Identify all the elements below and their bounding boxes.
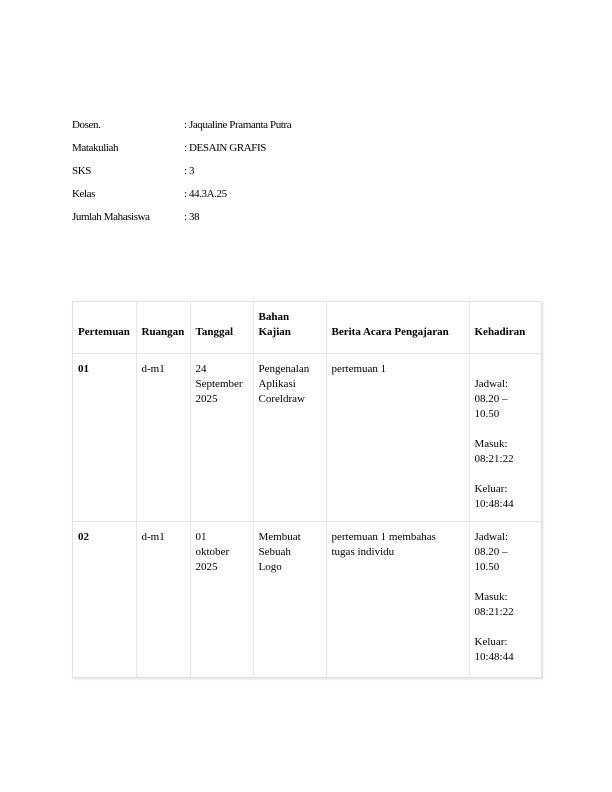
tanggal-line: September bbox=[195, 378, 243, 390]
jadwal-time: 10.50 bbox=[474, 561, 500, 573]
masuk-label: Masuk: bbox=[474, 591, 508, 603]
jadwal-time: 08.20 – bbox=[474, 393, 508, 405]
cell-tanggal bbox=[190, 354, 253, 522]
berita-line: tugas individu bbox=[331, 546, 395, 558]
header-tanggal: Tanggal bbox=[190, 302, 253, 354]
sks-value: : 3 bbox=[184, 165, 195, 177]
matakuliah-label: Matakuliah bbox=[72, 142, 119, 154]
header-kehadiran: Kehadiran bbox=[469, 302, 541, 354]
masuk-time: 08:21:22 bbox=[474, 606, 514, 618]
cell-bahan-kajian bbox=[253, 522, 326, 678]
keluar-time: 10:48:44 bbox=[474, 651, 514, 663]
cell-ruangan: d-m1 bbox=[136, 522, 190, 678]
jadwal-label: Jadwal: bbox=[474, 531, 509, 543]
masuk-time: 08:21:22 bbox=[474, 453, 514, 465]
berita-line: pertemuan 1 bbox=[331, 363, 387, 375]
bahan-line: Sebuah bbox=[258, 546, 291, 558]
table-row bbox=[73, 522, 541, 678]
header-pertemuan: Pertemuan bbox=[73, 302, 136, 354]
berita-line: pertemuan 1 membahas bbox=[331, 531, 436, 543]
keluar-label: Keluar: bbox=[474, 483, 508, 495]
header-ruangan: Ruangan bbox=[136, 302, 190, 354]
attendance-table bbox=[73, 302, 541, 677]
sks-label: SKS bbox=[72, 165, 91, 177]
matakuliah-value: : DESAIN GRAFIS bbox=[184, 142, 267, 154]
cell-tanggal bbox=[190, 522, 253, 678]
header-berita-acara: Berita Acara Pengajaran bbox=[326, 302, 469, 354]
cell-berita-acara bbox=[326, 522, 469, 678]
keluar-label: Keluar: bbox=[474, 636, 508, 648]
tanggal-line: 24 bbox=[195, 363, 207, 375]
cell-pertemuan: 01 bbox=[73, 354, 136, 522]
table-header-row bbox=[73, 302, 541, 354]
bahan-line: Coreldraw bbox=[258, 393, 305, 405]
masuk-label: Masuk: bbox=[474, 438, 508, 450]
tanggal-line: 01 bbox=[195, 531, 207, 543]
bahan-line: Membuat bbox=[258, 531, 301, 543]
cell-berita-acara bbox=[326, 354, 469, 522]
tanggal-line: 2025 bbox=[195, 393, 218, 405]
bahan-line: Pengenalan bbox=[258, 363, 310, 375]
attendance-table-container bbox=[72, 301, 542, 678]
cell-pertemuan: 02 bbox=[73, 522, 136, 678]
tanggal-line: 2025 bbox=[195, 561, 218, 573]
jadwal-time: 08.20 – bbox=[474, 546, 508, 558]
jumlah-mahasiswa-value: : 38 bbox=[184, 211, 200, 223]
jadwal-label: Jadwal: bbox=[474, 378, 509, 390]
table-row bbox=[73, 354, 541, 522]
tanggal-line: oktober bbox=[195, 546, 230, 558]
cell-bahan-kajian bbox=[253, 354, 326, 522]
bahan-line: Logo bbox=[258, 561, 282, 573]
header-bahan-kajian bbox=[253, 302, 326, 354]
cell-kehadiran bbox=[469, 522, 541, 678]
dosen-label: Dosen. bbox=[72, 119, 101, 131]
header-bahan-line1: Bahan bbox=[258, 311, 290, 323]
keluar-time: 10:48:44 bbox=[474, 498, 514, 510]
kelas-value: : 44.3A.25 bbox=[184, 188, 227, 200]
kelas-label: Kelas bbox=[72, 188, 96, 200]
jumlah-mahasiswa-label: Jumlah Mahasiswa bbox=[72, 211, 150, 223]
jadwal-time: 10.50 bbox=[474, 408, 500, 420]
bahan-line: Aplikasi bbox=[258, 378, 296, 390]
cell-kehadiran bbox=[469, 354, 541, 522]
header-bahan-line2: Kajian bbox=[258, 326, 291, 338]
cell-ruangan: d-m1 bbox=[136, 354, 190, 522]
dosen-value: : Jaqualine Pramanta Putra bbox=[184, 119, 292, 131]
